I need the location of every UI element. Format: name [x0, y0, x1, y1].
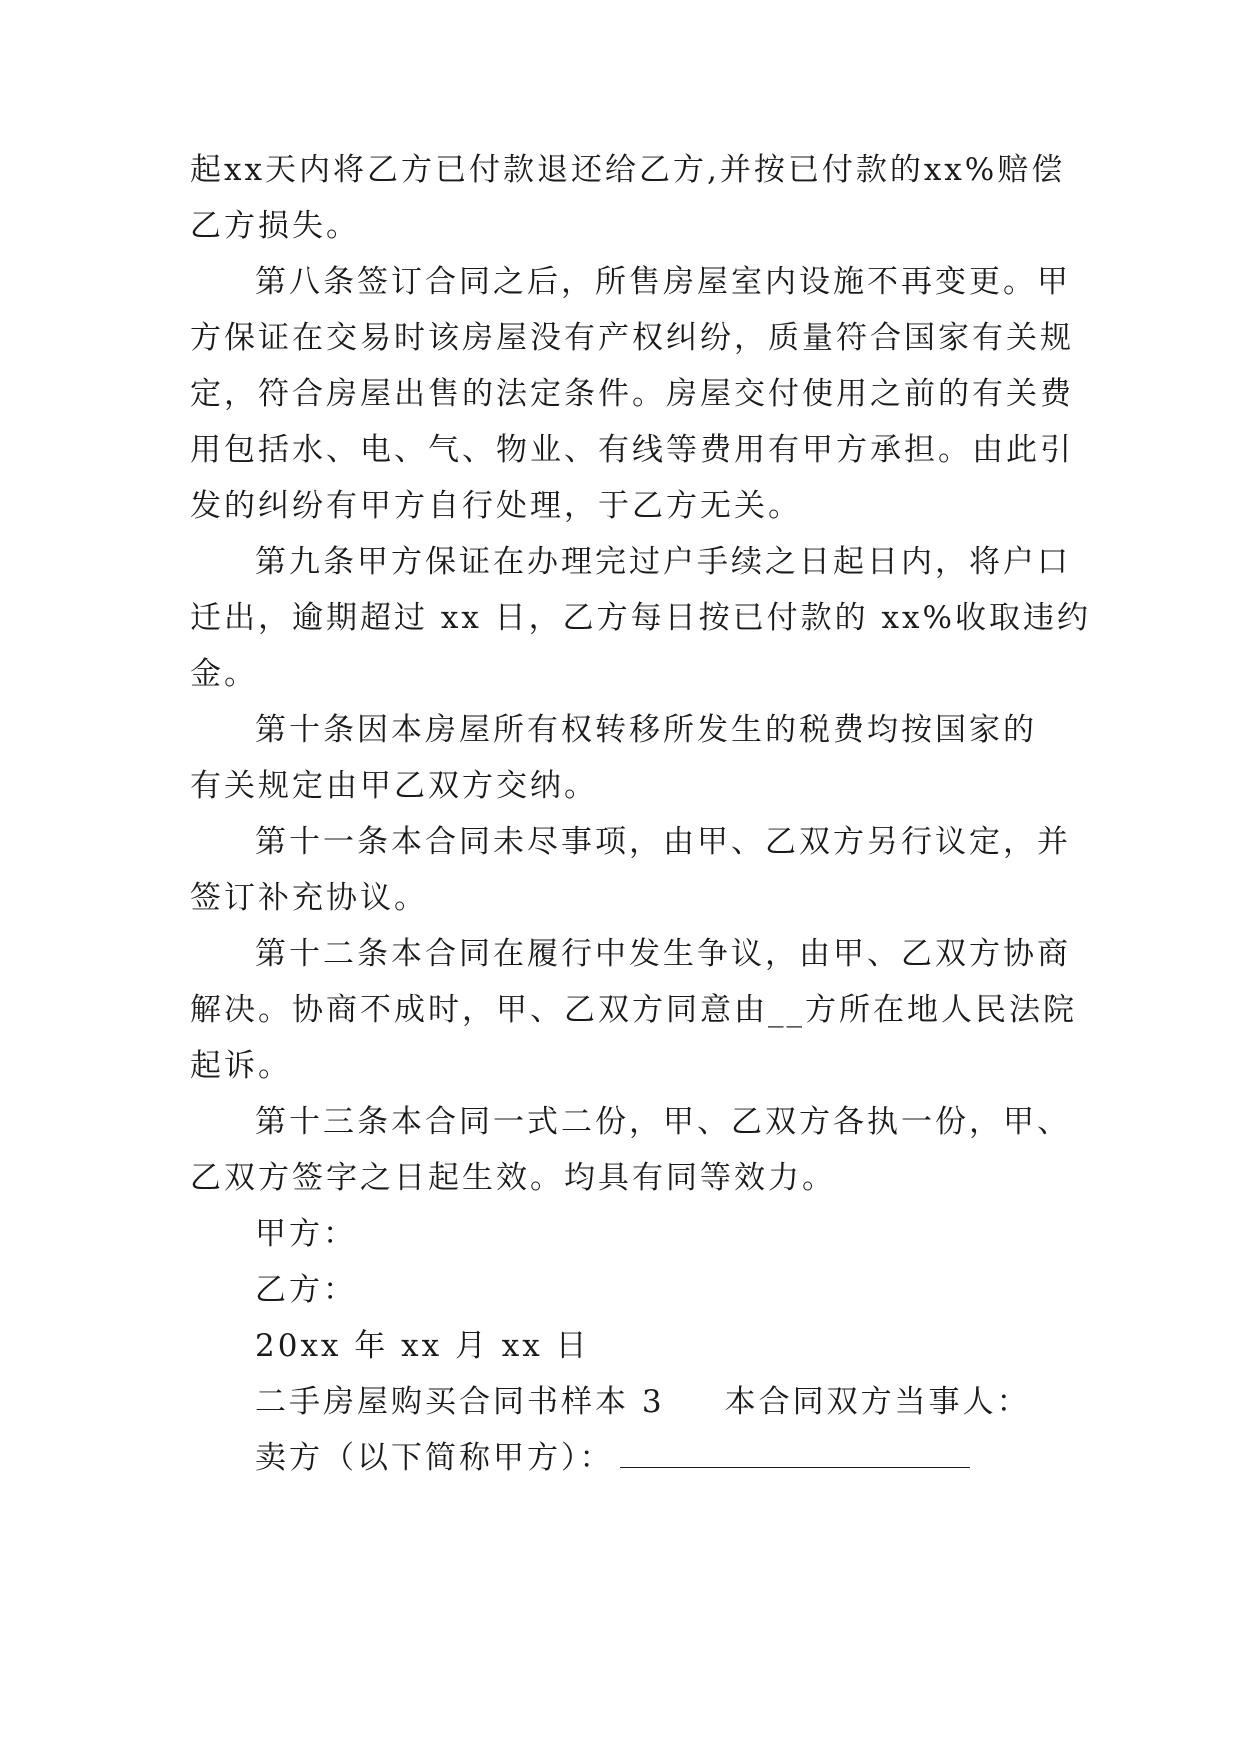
text-line: 方保证在交易时该房屋没有产权纠纷，质量符合国家有关规 [190, 320, 1074, 356]
text-line: 第十二条本合同在履行中发生争议，由甲、乙双方协商 [255, 936, 1071, 972]
seller-line [255, 1438, 970, 1478]
text-line: 解决。协商不成时，甲、乙双方同意由__方所在地人民法院 [190, 992, 1077, 1028]
seller-name-blank [620, 1439, 970, 1468]
text-line: 第十条因本房屋所有权转移所发生的税费均按国家的 [255, 712, 1037, 748]
text-line: 起xx天内将乙方已付款退还给乙方,并按已付款的xx%赔偿 [190, 152, 1066, 188]
sample-title: 二手房屋购买合同书样本 3 [255, 1384, 665, 1420]
seller-label: 卖方（以下简称甲方）： [255, 1440, 614, 1476]
text-line: 有关规定由甲乙双方交纳。 [190, 768, 598, 804]
text-line: 签订补充协议。 [190, 880, 428, 916]
text-line: 第八条签订合同之后，所售房屋室内设施不再变更。甲 [255, 264, 1071, 300]
text-line: 定，符合房屋出售的法定条件。房屋交付使用之前的有关费 [190, 376, 1074, 412]
text-line: 起诉。 [190, 1048, 292, 1084]
party-b-signature-label: 乙方： [255, 1272, 357, 1308]
text-line: 金。 [190, 656, 258, 692]
sample-heading-line [255, 1382, 1031, 1422]
party-a-signature-label: 甲方： [255, 1216, 357, 1252]
text-line: 乙方损失。 [190, 208, 360, 244]
signing-date: 20xx 年 xx 月 xx 日 [255, 1328, 590, 1364]
text-line: 第九条甲方保证在办理完过户手续之日起日内，将户口 [255, 544, 1071, 580]
text-line: 用包括水、电、气、物业、有线等费用有甲方承担。由此引 [190, 432, 1074, 468]
text-line: 迁出，逾期超过 xx 日，乙方每日按已付款的 xx%收取违约 [190, 600, 1091, 636]
text-line: 第十三条本合同一式二份，甲、乙双方各执一份，甲、 [255, 1104, 1071, 1140]
text-line: 乙双方签字之日起生效。均具有同等效力。 [190, 1160, 836, 1196]
parties-heading: 本合同双方当事人： [724, 1384, 1031, 1420]
text-line: 发的纠纷有甲方自行处理，于乙方无关。 [190, 488, 802, 524]
text-line: 第十一条本合同未尽事项，由甲、乙双方另行议定，并 [255, 824, 1071, 860]
